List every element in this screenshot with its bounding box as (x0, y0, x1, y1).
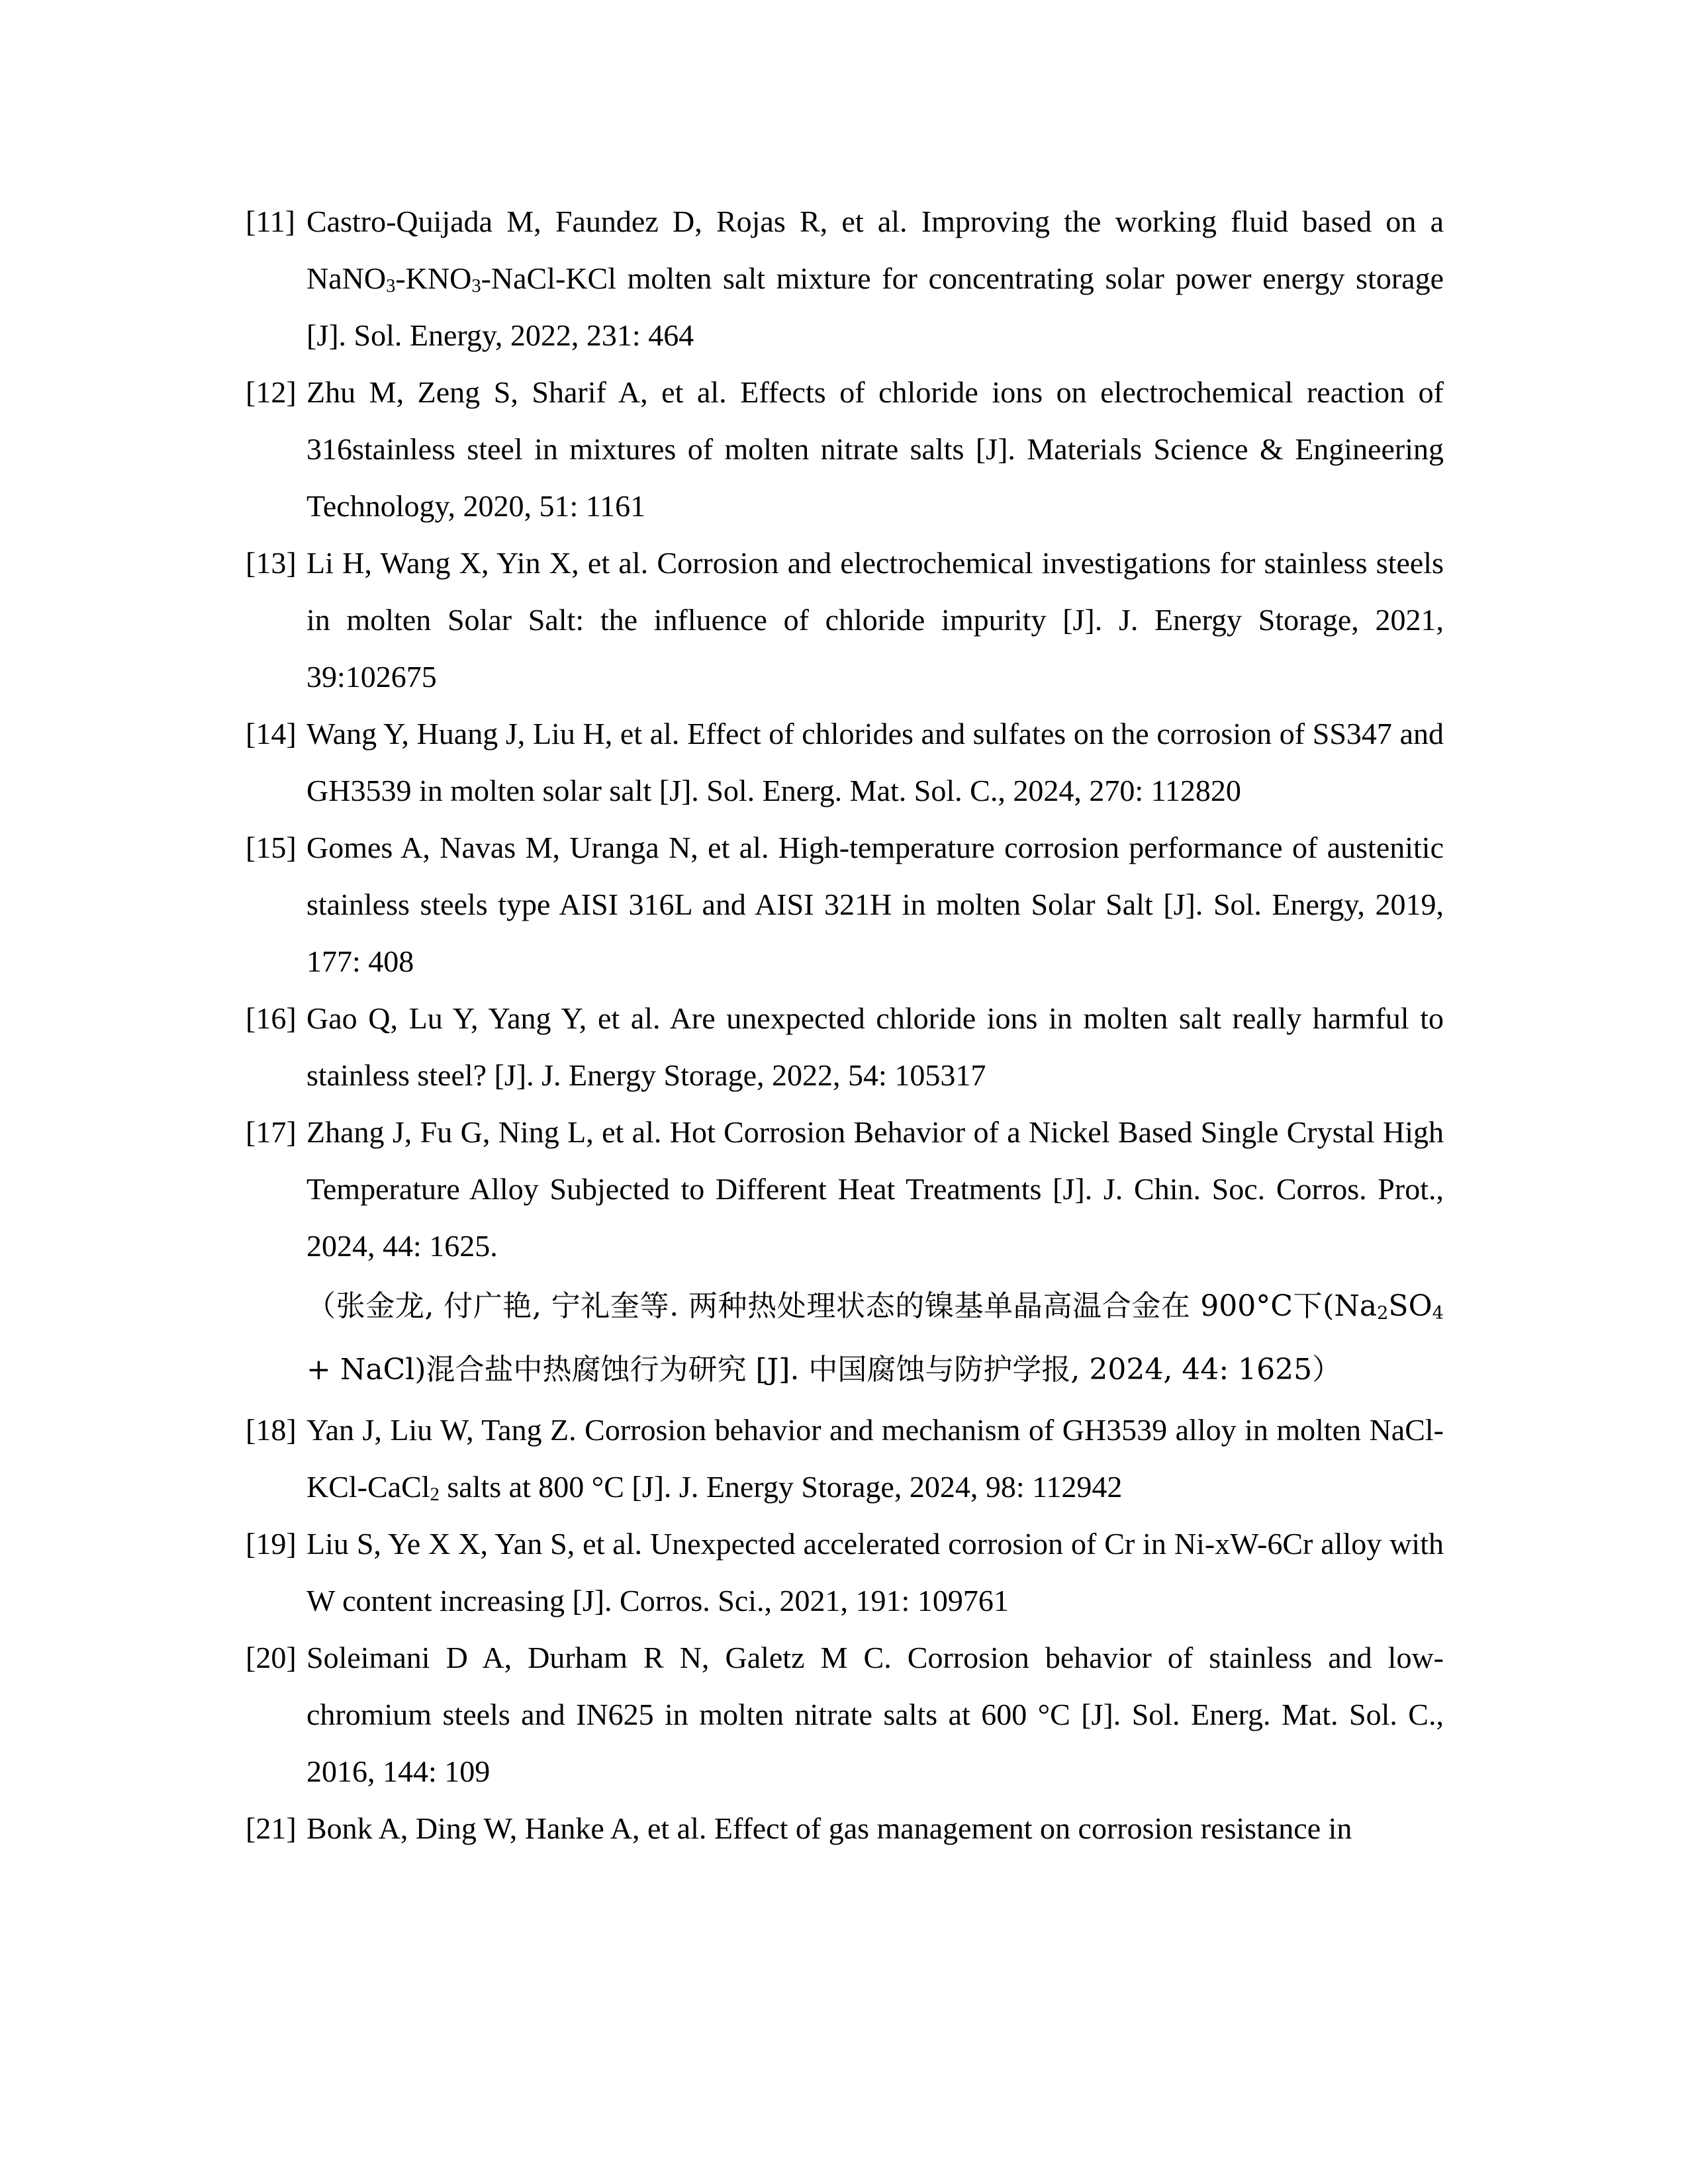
reference-text: Gomes A, Navas M, Uranga N, et al. High-temperature corrosion performance of austenitic stainless steels type AISI 316L and AISI 321H in molten Solar Salt [J]. Sol. Energy, 2019, 177: 408 (306, 831, 1444, 978)
reference-number: [12] (246, 375, 297, 409)
reference-number: [15] (246, 831, 297, 864)
reference-number: [17] (246, 1115, 297, 1149)
reference-text: Bonk A, Ding W, Hanke A, et al. Effect of gas management on corrosion resistance in (306, 1811, 1352, 1845)
reference-text: Liu S, Ye X X, Yan S, et al. Unexpected accelerated corrosion of Cr in Ni-xW-6Cr alloy with W content increasing [J]. Corros. Sci., 2021, 191: 109761 (306, 1527, 1444, 1617)
reference-text: Yan J, Liu W, Tang Z. Corrosion behavior and mechanism of GH3539 alloy in molten NaCl-KCl-CaCl$_2$ salts at 800 °C [J]. J. Energy Storage, 2024, 98: 112942 (306, 1413, 1444, 1506)
reference-text: Gao Q, Lu Y, Yang Y, et al. Are unexpected chloride ions in molten salt really harmful to stainless steel? [J]. J. Energy Storage, 2022, 54: 105317 (306, 1001, 1444, 1092)
reference-text: Li H, Wang X, Yin X, et al. Corrosion and electrochemical investigations for stainless steels in molten Solar Salt: the influence of chloride impurity [J]. J. Energy Storage, 2021, 39:102675 (306, 546, 1444, 694)
reference-item (246, 535, 1444, 705)
reference-text: Wang Y, Huang J, Liu H, et al. Effect of chlorides and sulfates on the corrosion of SS347 and GH3539 in molten solar salt [J]. Sol. Energ. Mat. Sol. C., 2024, 270: 112820 (306, 717, 1444, 807)
reference-item (246, 1104, 1444, 1402)
reference-number: [11] (246, 205, 295, 238)
reference-item (246, 1800, 1444, 1857)
reference-item (246, 819, 1444, 990)
reference-number: [16] (246, 1001, 297, 1035)
reference-number: [13] (246, 546, 297, 580)
reference-text: Castro-Quijada M, Faundez D, Rojas R, et al. Improving the working fluid based on a $NaNO_3-KNO_3-NaCl$-KCl molten salt mixture for concentrating solar power energy storage [J]. Sol. Energy, 2022, 231: 464 (306, 205, 1444, 352)
reference-number: [18] (246, 1413, 297, 1447)
reference-item (246, 1402, 1444, 1516)
reference-item (246, 1516, 1444, 1629)
reference-item (246, 705, 1444, 819)
reference-list (246, 193, 1444, 1857)
reference-text: Soleimani D A, Durham R N, Galetz M C. Corrosion behavior of stainless and low-chromium steels and IN625 in molten nitrate salts at 600 °C [J]. Sol. Energ. Mat. Sol. C., 2016, 144: 109 (306, 1641, 1444, 1788)
reference-number: [14] (246, 717, 297, 751)
reference-chinese-translation: （张金龙, 付广艳, 宁礼奎等. 两种热处理状态的镍基单晶高温合金在 900°C下($Na_2SO_4$ + NaCl)混合盐中热腐蚀行为研究 [J]. 中国腐蚀与防护学报, 2024, 44: 1625） (306, 1289, 1444, 1387)
reference-text: Zhu M, Zeng S, Sharif A, et al. Effects of chloride ions on electrochemical reaction of 316stainless steel in mixtures of molten nitrate salts [J]. Materials Science & Engineering Technology, 2020, 51: 1161 (306, 375, 1444, 523)
reference-item (246, 193, 1444, 364)
reference-item (246, 364, 1444, 535)
reference-item (246, 990, 1444, 1104)
reference-text: Zhang J, Fu G, Ning L, et al. Hot Corrosion Behavior of a Nickel Based Single Crystal High Temperature Alloy Subjected to Different Heat Treatments [J]. J. Chin. Soc. Corros. Prot., 2024, 44: 1625. (306, 1115, 1444, 1263)
reference-item (246, 1629, 1444, 1800)
reference-number: [20] (246, 1641, 297, 1674)
reference-number: [21] (246, 1811, 297, 1845)
reference-number: [19] (246, 1527, 297, 1561)
